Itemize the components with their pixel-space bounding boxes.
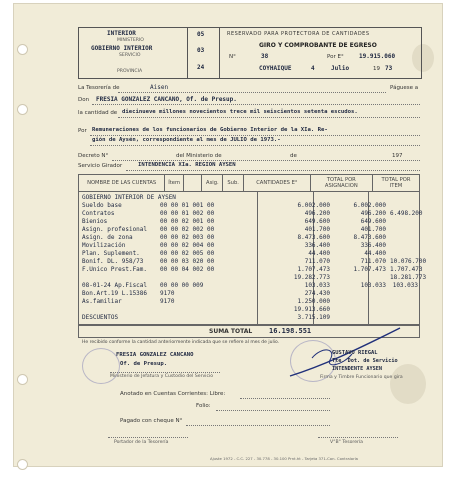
number-value: 38	[261, 53, 269, 60]
dotted-line	[186, 425, 330, 426]
right-caption: Firma y Timbre Funcionario que gira	[320, 375, 403, 380]
paguese-label: Páguese a	[390, 85, 419, 91]
code-3: 24	[197, 64, 205, 71]
signature-line	[108, 437, 188, 438]
col-asig	[183, 175, 202, 192]
item-total-cell: 6.498.200	[390, 210, 423, 217]
header-codes	[187, 28, 220, 78]
account-name: Bienios	[82, 218, 108, 225]
amount-cell: 649.600	[304, 218, 330, 225]
amount-cell: 103.033	[304, 282, 330, 289]
item-total-cell: 1.707.473	[390, 266, 423, 273]
reserved-text: RESERVADO PARA PROTECTORA DE CANTIDADES	[227, 31, 370, 37]
amount-text: diecinueve millones novecientos trece mil seiscientos setenta escudos.	[122, 109, 358, 115]
por-label: Por E°	[327, 54, 344, 60]
signer-name: FRESIA GONZALEZ CANCANO	[116, 352, 194, 358]
account-name: Movilización	[82, 242, 126, 249]
total-cell: 336.400	[360, 242, 386, 249]
dotted-line	[90, 145, 420, 146]
concept-line-1: Remuneraciones de los funcionarios de Gobierno Interior de la XIa. Re-	[92, 127, 328, 133]
right-signer-role-1: Tte. Dot. de Servicio	[332, 358, 398, 364]
amount-cell: 19.282.773	[293, 274, 330, 281]
dotted-line	[118, 92, 386, 93]
dotted-line	[118, 117, 420, 118]
account-name: Plan. Suplement.	[82, 250, 140, 257]
number-label: N°	[229, 54, 236, 60]
right-signer-role-2: INTENDENTE AYSEN	[332, 366, 382, 372]
total-cell: 8.473.600	[353, 234, 386, 241]
day-value: 4	[311, 65, 315, 72]
month-value: Julio	[331, 65, 350, 72]
ministry-label: MINISTERIO	[117, 38, 144, 43]
amount-cell: 336.400	[304, 242, 330, 249]
total-cell: 649.600	[360, 218, 386, 225]
account-name: Bon.Art.19 L.15386	[82, 290, 148, 297]
punch-hole	[17, 374, 28, 385]
col-total-serv: TOTAL POR ITEM	[372, 175, 419, 192]
province-label: PROVINCIA	[117, 69, 143, 74]
accounts-table-header	[78, 174, 420, 192]
total-cell: 44.400	[364, 250, 386, 257]
code-2: 03	[197, 47, 205, 54]
account-name: F.Unico Prest.Fam.	[82, 266, 148, 273]
folio-label: Folio:	[196, 403, 211, 409]
amount-cell: 3.715.109	[297, 314, 330, 321]
amount-cell: 6.002.000	[297, 202, 330, 209]
account-name: GOBIERNO INTERIOR DE AYSEN	[82, 194, 176, 201]
account-name: As.familiar	[82, 298, 122, 305]
col-asig-2: Asig.	[202, 175, 223, 192]
anotado-label: Anotado en Cuentas Corrientes: Libre:	[120, 391, 226, 397]
total-cell: 496.200	[360, 210, 386, 217]
dotted-line	[92, 104, 420, 105]
place-value: COYHAIQUE	[259, 65, 292, 72]
amount-cell: 19.913.660	[293, 306, 330, 313]
suma-label: SUMA TOTAL	[209, 328, 253, 335]
dotted-line	[216, 410, 330, 411]
signer-role: Of. de Presup.	[120, 361, 168, 367]
amount-label: la cantidad de	[78, 110, 118, 116]
right-signer-name: GUSTAVO RIEGAL	[332, 350, 378, 356]
account-code: 9170	[160, 298, 175, 305]
vb-caption: V°B° Tesorería	[330, 440, 363, 445]
account-name: DESCUENTOS	[82, 314, 119, 321]
tesoreria-caption: Portador de la Tesorería	[114, 440, 169, 445]
account-name: Asign. de zona	[82, 234, 133, 241]
decreto-label: Decreto N°	[78, 153, 109, 159]
signature-line	[110, 372, 220, 373]
col-item: Ítem	[165, 175, 184, 192]
col-cantidades: CANTIDADES E°	[244, 175, 311, 192]
table-rows	[78, 191, 427, 325]
account-code: 00 00 02 004 00	[160, 242, 215, 249]
ministerio-label: del Ministerio de	[176, 153, 222, 159]
account-code: 00 00 02 001 00	[160, 218, 215, 225]
amount-cell: 496.200	[304, 210, 330, 217]
year-value: 73	[385, 65, 393, 72]
account-name: 08-01-24 Ap.Fiscal	[82, 282, 148, 289]
account-code: 00 00 02 003 00	[160, 234, 215, 241]
item-total-cell: 18.281.773	[390, 274, 427, 281]
account-name: Asign. profesional	[82, 226, 148, 233]
payee-prefix: Don	[78, 97, 90, 103]
tesoreria-label: La Tesorería de	[78, 85, 120, 91]
header-box	[78, 27, 422, 79]
amount-cell: 401.700	[304, 226, 330, 233]
dotted-line	[240, 398, 330, 399]
year-end-label: 197	[392, 153, 403, 159]
concept-label: Por	[78, 128, 87, 134]
header-left	[79, 28, 188, 78]
pagado-label: Pagado con cheque N°	[120, 418, 183, 424]
punch-hole	[17, 459, 28, 470]
amount-cell: 711.070	[304, 258, 330, 265]
concept-line-2: gión de Aysén, correspondiente al mes de JULIO de 1973.-	[92, 137, 281, 143]
col-nombre: NOMBRE DE LAS CUENTAS	[79, 175, 165, 192]
col-sub: Sub.	[223, 175, 244, 192]
item-total-cell: 10.076.700	[390, 258, 427, 265]
account-code: 9170	[160, 290, 175, 297]
de-label: de	[290, 153, 297, 159]
dotted-line	[112, 160, 420, 161]
account-name: Bonif. DL. 958/73	[82, 258, 144, 265]
service-value: GOBIERNO INTERIOR	[91, 45, 153, 52]
amount-cell: 274.430	[304, 290, 330, 297]
document-title: GIRO Y COMPROBANTE DE EGRESO	[259, 42, 377, 49]
total-cell: 401.700	[360, 226, 386, 233]
item-total-cell: 103.033	[392, 282, 418, 289]
year-prefix: 19	[373, 66, 380, 72]
dotted-line	[90, 135, 420, 136]
dotted-line	[126, 170, 420, 171]
tesoreria-value: Aisen	[150, 84, 169, 91]
service-label: SERVICIO	[119, 53, 141, 58]
col-total-imp: TOTAL POR ASIGNACION	[310, 175, 372, 192]
total-cell: 6.002.000	[353, 202, 386, 209]
signature-line	[318, 437, 398, 438]
receipt-text: He recibido conforme la cantidad anteriormente indicada que se refiere al mes de julio.	[82, 340, 280, 345]
account-code: 00 00 03 020 00	[160, 258, 215, 265]
account-code: 00 00 04 002 00	[160, 266, 215, 273]
amount-cell: 1.707.473	[297, 266, 330, 273]
account-code: 00 00 00 009	[160, 282, 204, 289]
punch-hole	[17, 104, 28, 115]
signer-caption: Ministerio de Jefatura y Custodio del Servicio	[110, 374, 214, 379]
servicio-value: INTENDENCIA XIa. REGION AYSEN	[138, 162, 236, 168]
total-cell: 103.033	[360, 282, 386, 289]
account-name: Sueldo base	[82, 202, 122, 209]
amount-cell: 1.250.000	[297, 298, 330, 305]
code-1: 05	[197, 31, 205, 38]
por-value: 19.915.060	[359, 53, 396, 60]
account-code: 00 00 01 001 00	[160, 202, 215, 209]
ministry-value: INTERIOR	[107, 30, 136, 37]
print-footer: Ajuste 1972 - C.C. 227 - 30.778 - 30.100 Prnt.ht - Tarjeta 371-Con. Contraloría	[210, 456, 359, 461]
suma-value: 16.198.551	[269, 327, 312, 335]
payee-value: FRESIA GONZALEZ CANCANO, Of. de Presup.	[96, 96, 237, 103]
account-name: Contratos	[82, 210, 115, 217]
total-cell: 711.070	[360, 258, 386, 265]
account-code: 00 00 02 005 00	[160, 250, 215, 257]
amount-cell: 44.400	[308, 250, 330, 257]
amount-cell: 8.473.600	[297, 234, 330, 241]
total-cell: 1.707.473	[353, 266, 386, 273]
punch-hole	[17, 44, 28, 55]
servicio-label: Servicio Girador	[78, 163, 123, 169]
account-code: 00 00 01 002 00	[160, 210, 215, 217]
account-code: 00 00 02 002 00	[160, 226, 215, 233]
